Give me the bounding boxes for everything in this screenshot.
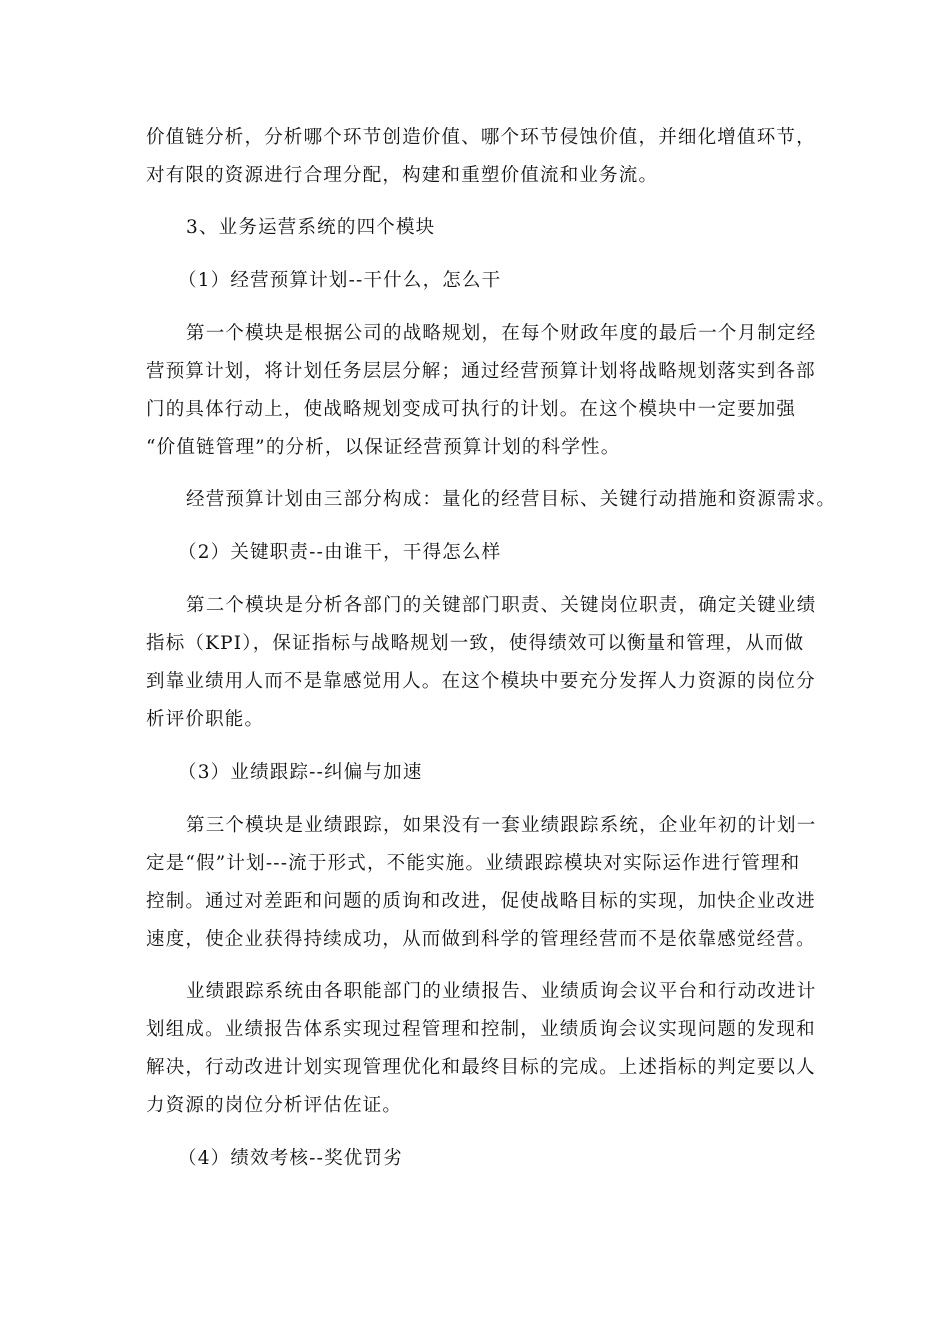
module3-heading: （3）业绩跟踪--纠偏与加速 xyxy=(178,762,423,783)
module2-para1-line-2: 指标（KPI），保证指标与战略规划一致，使得绩效可以衡量和管理，从而做 xyxy=(146,633,805,654)
module1-para1-line-1: 第一个模块是根据公司的战略规划，在每个财政年度的最后一个月制定经 xyxy=(186,323,817,344)
module2-para1-line-3: 到靠业绩用人而不是靠感觉用人。在这个模块中要充分发挥人力资源的岗位分 xyxy=(146,671,816,692)
module3-para2-line-2: 划组成。业绩报告体系实现过程管理和控制，业绩质询会议实现问题的发现和 xyxy=(146,1019,816,1040)
intro-line-2: 对有限的资源进行合理分配，构建和重塑价值流和业务流。 xyxy=(146,165,659,186)
module3-para2-line-1: 业绩跟踪系统由各职能部门的业绩报告、业绩质询会议平台和行动改进计 xyxy=(186,981,817,1002)
intro-line-1: 价值链分析，分析哪个环节创造价值、哪个环节侵蚀价值，并细化增值环节， xyxy=(146,127,816,148)
module3-para1-line-3: 控制。通过对差距和问题的质询和改进，促使战略目标的实现，加快企业改进 xyxy=(146,891,816,912)
module3-para2-line-4: 力资源的岗位分析评估佐证。 xyxy=(146,1095,403,1116)
module3-para2-line-3: 解决，行动改进计划实现管理优化和最终目标的完成。上述指标的判定要以人 xyxy=(146,1057,816,1078)
module3-para1-line-4: 速度，使企业获得持续成功，从而做到科学的管理经营而不是依靠感觉经营。 xyxy=(146,929,816,950)
module3-para1-line-1: 第三个模块是业绩跟踪，如果没有一套业绩跟踪系统，企业年初的计划一 xyxy=(186,815,817,836)
module3-para1-line-2: 定是“假”计划---流于形式，不能实施。业绩跟踪模块对实际运作进行管理和 xyxy=(146,853,801,874)
module1-para1-line-2: 营预算计划，将计划任务层层分解；通过经营预算计划将战略规划落实到各部 xyxy=(146,361,816,382)
module2-para1-line-1: 第二个模块是分析各部门的关键部门职责、关键岗位职责，确定关键业绩 xyxy=(186,595,817,616)
module4-heading: （4）绩效考核--奖优罚劣 xyxy=(178,1148,403,1169)
module1-heading: （1）经营预算计划--干什么，怎么干 xyxy=(178,270,502,291)
module2-para1-line-4: 析评价职能。 xyxy=(146,709,265,730)
module2-heading: （2）关键职责--由谁干，干得怎么样 xyxy=(178,542,502,563)
module1-para2-line-1: 经营预算计划由三部分构成：量化的经营目标、关键行动措施和资源需求。 xyxy=(186,489,837,510)
module1-para1-line-3: 门的具体行动上，使战略规划变成可执行的计划。在这个模块中一定要加强 xyxy=(146,399,797,420)
module1-para1-line-4: “价值链管理”的分析，以保证经营预算计划的科学性。 xyxy=(146,437,621,458)
section-heading: 3、业务运营系统的四个模块 xyxy=(186,217,436,238)
